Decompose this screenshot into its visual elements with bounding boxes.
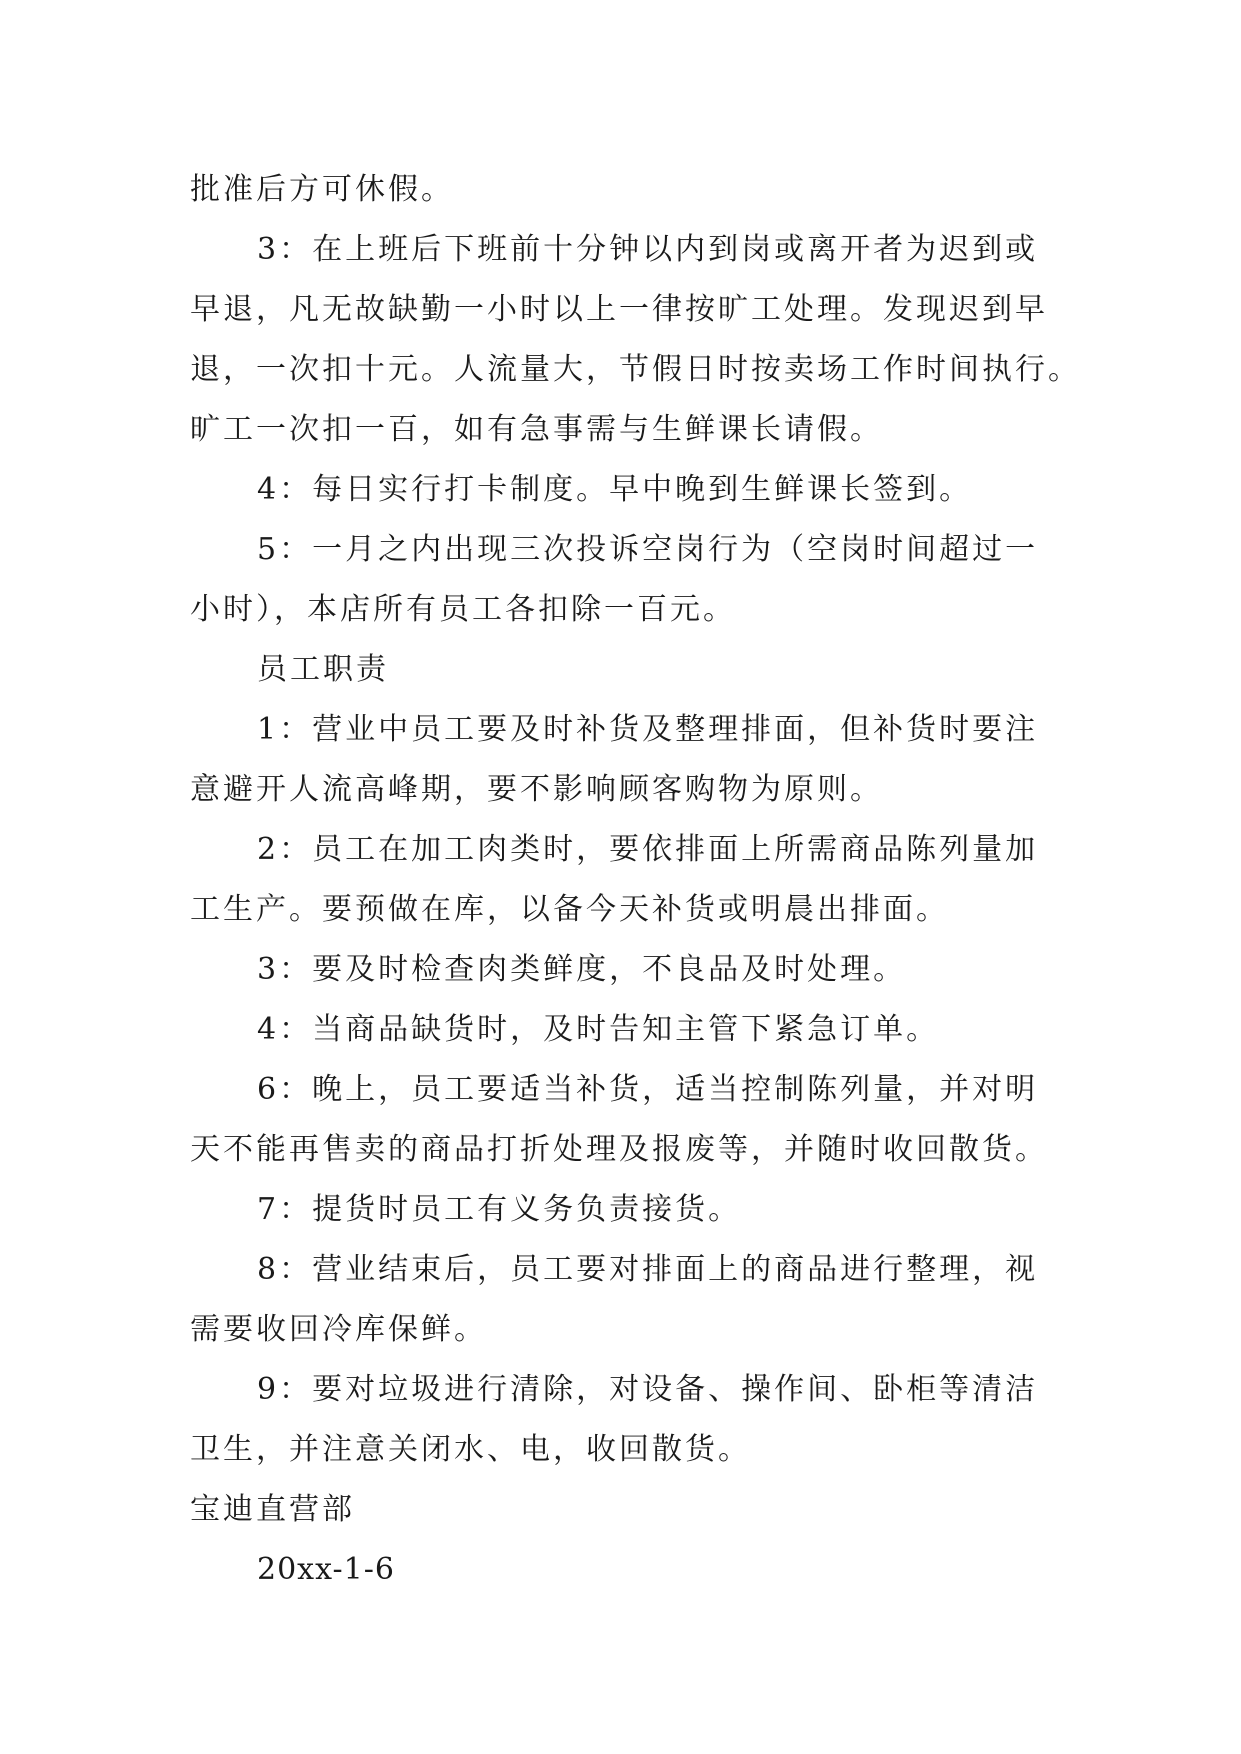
paragraph-line: 批准后方可休假。 <box>190 172 454 207</box>
paragraph-line: 旷工一次扣一百，如有急事需与生鲜课长请假。 <box>190 412 883 447</box>
paragraph-line: 小时），本店所有员工各扣除一百元。 <box>190 592 736 627</box>
paragraph-line: 天不能再售卖的商品打折处理及报废等，并随时收回散货。 <box>190 1132 1048 1167</box>
signature-department: 宝迪直营部 <box>190 1492 355 1527</box>
duty-2-line: 2：员工在加工肉类时，要依排面上所需商品陈列量加 <box>257 832 1039 867</box>
paragraph-line: 退，一次扣十元。人流量大，节假日时按卖场工作时间执行。 <box>190 352 1081 387</box>
duty-9-line: 9：要对垃圾进行清除，对设备、操作间、卧柜等清洁 <box>257 1372 1039 1407</box>
section-heading: 员工职责 <box>257 652 389 687</box>
paragraph-line: 早退，凡无故缺勤一小时以上一律按旷工处理。发现迟到早 <box>190 292 1048 327</box>
rule-4-line: 4：每日实行打卡制度。早中晚到生鲜课长签到。 <box>257 472 973 507</box>
duty-1-line: 1：营业中员工要及时补货及整理排面，但补货时要注 <box>257 712 1039 747</box>
duty-6-line: 6：晚上，员工要适当补货，适当控制陈列量，并对明 <box>257 1072 1039 1107</box>
duty-3-line: 3：要及时检查肉类鲜度，不良品及时处理。 <box>257 952 907 987</box>
document-body <box>190 160 1081 1600</box>
rule-3-line: 3：在上班后下班前十分钟以内到岗或离开者为迟到或 <box>257 232 1039 267</box>
paragraph-line: 需要收回冷库保鲜。 <box>190 1312 487 1347</box>
duty-8-line: 8：营业结束后，员工要对排面上的商品进行整理，视 <box>257 1252 1039 1287</box>
rule-5-line: 5：一月之内出现三次投诉空岗行为（空岗时间超过一 <box>257 532 1039 567</box>
duty-7-line: 7：提货时员工有义务负责接货。 <box>257 1192 742 1227</box>
paragraph-line: 意避开人流高峰期，要不影响顾客购物为原则。 <box>190 772 883 807</box>
signature-date: 20xx-1-6 <box>257 1552 395 1587</box>
duty-4-line: 4：当商品缺货时，及时告知主管下紧急订单。 <box>257 1012 940 1047</box>
paragraph-line: 卫生，并注意关闭水、电，收回散货。 <box>190 1432 751 1467</box>
paragraph-line: 工生产。要预做在库，以备今天补货或明晨出排面。 <box>190 892 949 927</box>
